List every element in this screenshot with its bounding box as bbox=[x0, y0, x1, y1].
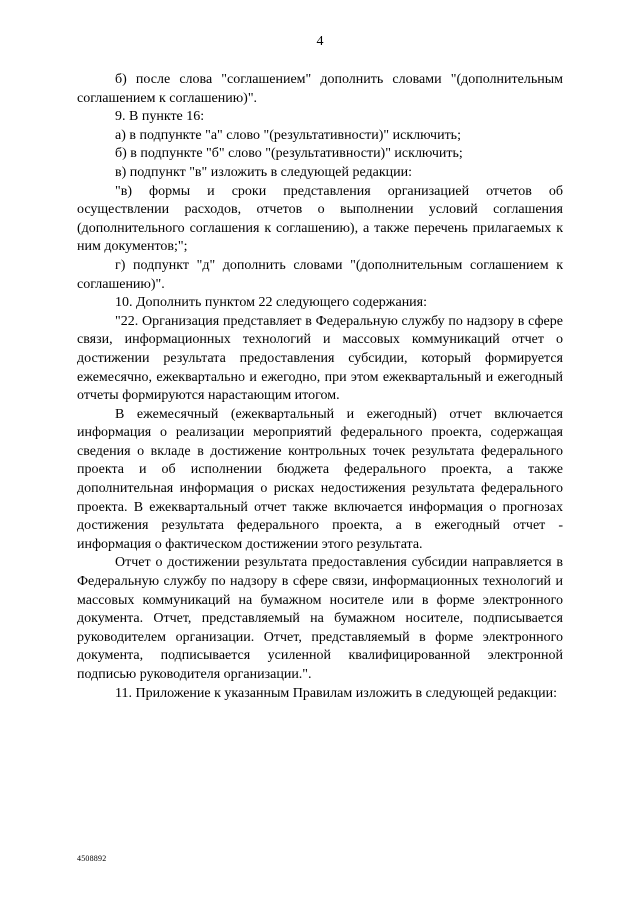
paragraph: В ежемесячный (ежеквартальный и ежегодный) отчет включается информация о реализации мероприятий федерального проекта, содержащая сведения о вкладе в достижение контрольных точек результата федерального проекта и об исполнении бюджета федерального проекта, а также дополнительная информация о рисках недостижения результата федерального проекта. В ежеквартальный отчет также включается информация о прогнозах достижения результата федерального проекта, а в ежегодный отчет - информация о фактическом достижении этого результата. bbox=[77, 406, 563, 552]
paragraph: а) в подпункте "а" слово "(результативности)" исключить; bbox=[115, 127, 461, 143]
paragraph: в) подпункт "в" изложить в следующей редакции: bbox=[115, 164, 413, 180]
paragraph: 10. Дополнить пунктом 22 следующего содержания: bbox=[115, 295, 428, 311]
paragraph: г) подпункт "д" дополнить словами "(дополнительным соглашением к соглашению)". bbox=[77, 257, 563, 292]
paragraph: 9. В пункте 16: bbox=[115, 109, 205, 125]
paragraph: 11. Приложение к указанным Правилам изложить в следующей редакции: bbox=[115, 685, 557, 701]
paragraph: б) в подпункте "б" слово "(результативности)" исключить; bbox=[115, 146, 463, 162]
paragraph: "в) формы и сроки представления организацией отчетов об осуществлении расходов, отчетов о выполнении условий соглашения (дополнительного соглашения к соглашению), а также перечень прилагаемых к ним документов;"; bbox=[77, 183, 563, 255]
paragraph: "22. Организация представляет в Федеральную службу по надзору в сфере связи, информационных технологий и массовых коммуникаций отчет о достижении результата предоставления субсидии, который формируется ежемесячно, ежеквартально и ежегодно, при этом ежеквартальный и ежегодный отчеты формируются нарастающим итогом. bbox=[77, 313, 563, 404]
document-body bbox=[77, 71, 563, 703]
paragraph: Отчет о достижении результата предоставления субсидии направляется в Федеральную службу по надзору в сфере связи, информационных технологий и массовых коммуникаций на бумажном носителе или в форме электронного документа. Отчет, представляемый на бумажном носителе, подписывается руководителем организации. Отчет, представляемый в форме электронного документа, подписывается усиленной квалифицированной электронной подписью руководителя организации.". bbox=[77, 555, 563, 682]
page-number: 4 bbox=[316, 34, 324, 49]
document-code: 4508892 bbox=[77, 854, 107, 863]
paragraph: б) после слова "соглашением" дополнить словами "(дополнительным соглашением к соглашению)". bbox=[77, 72, 563, 106]
